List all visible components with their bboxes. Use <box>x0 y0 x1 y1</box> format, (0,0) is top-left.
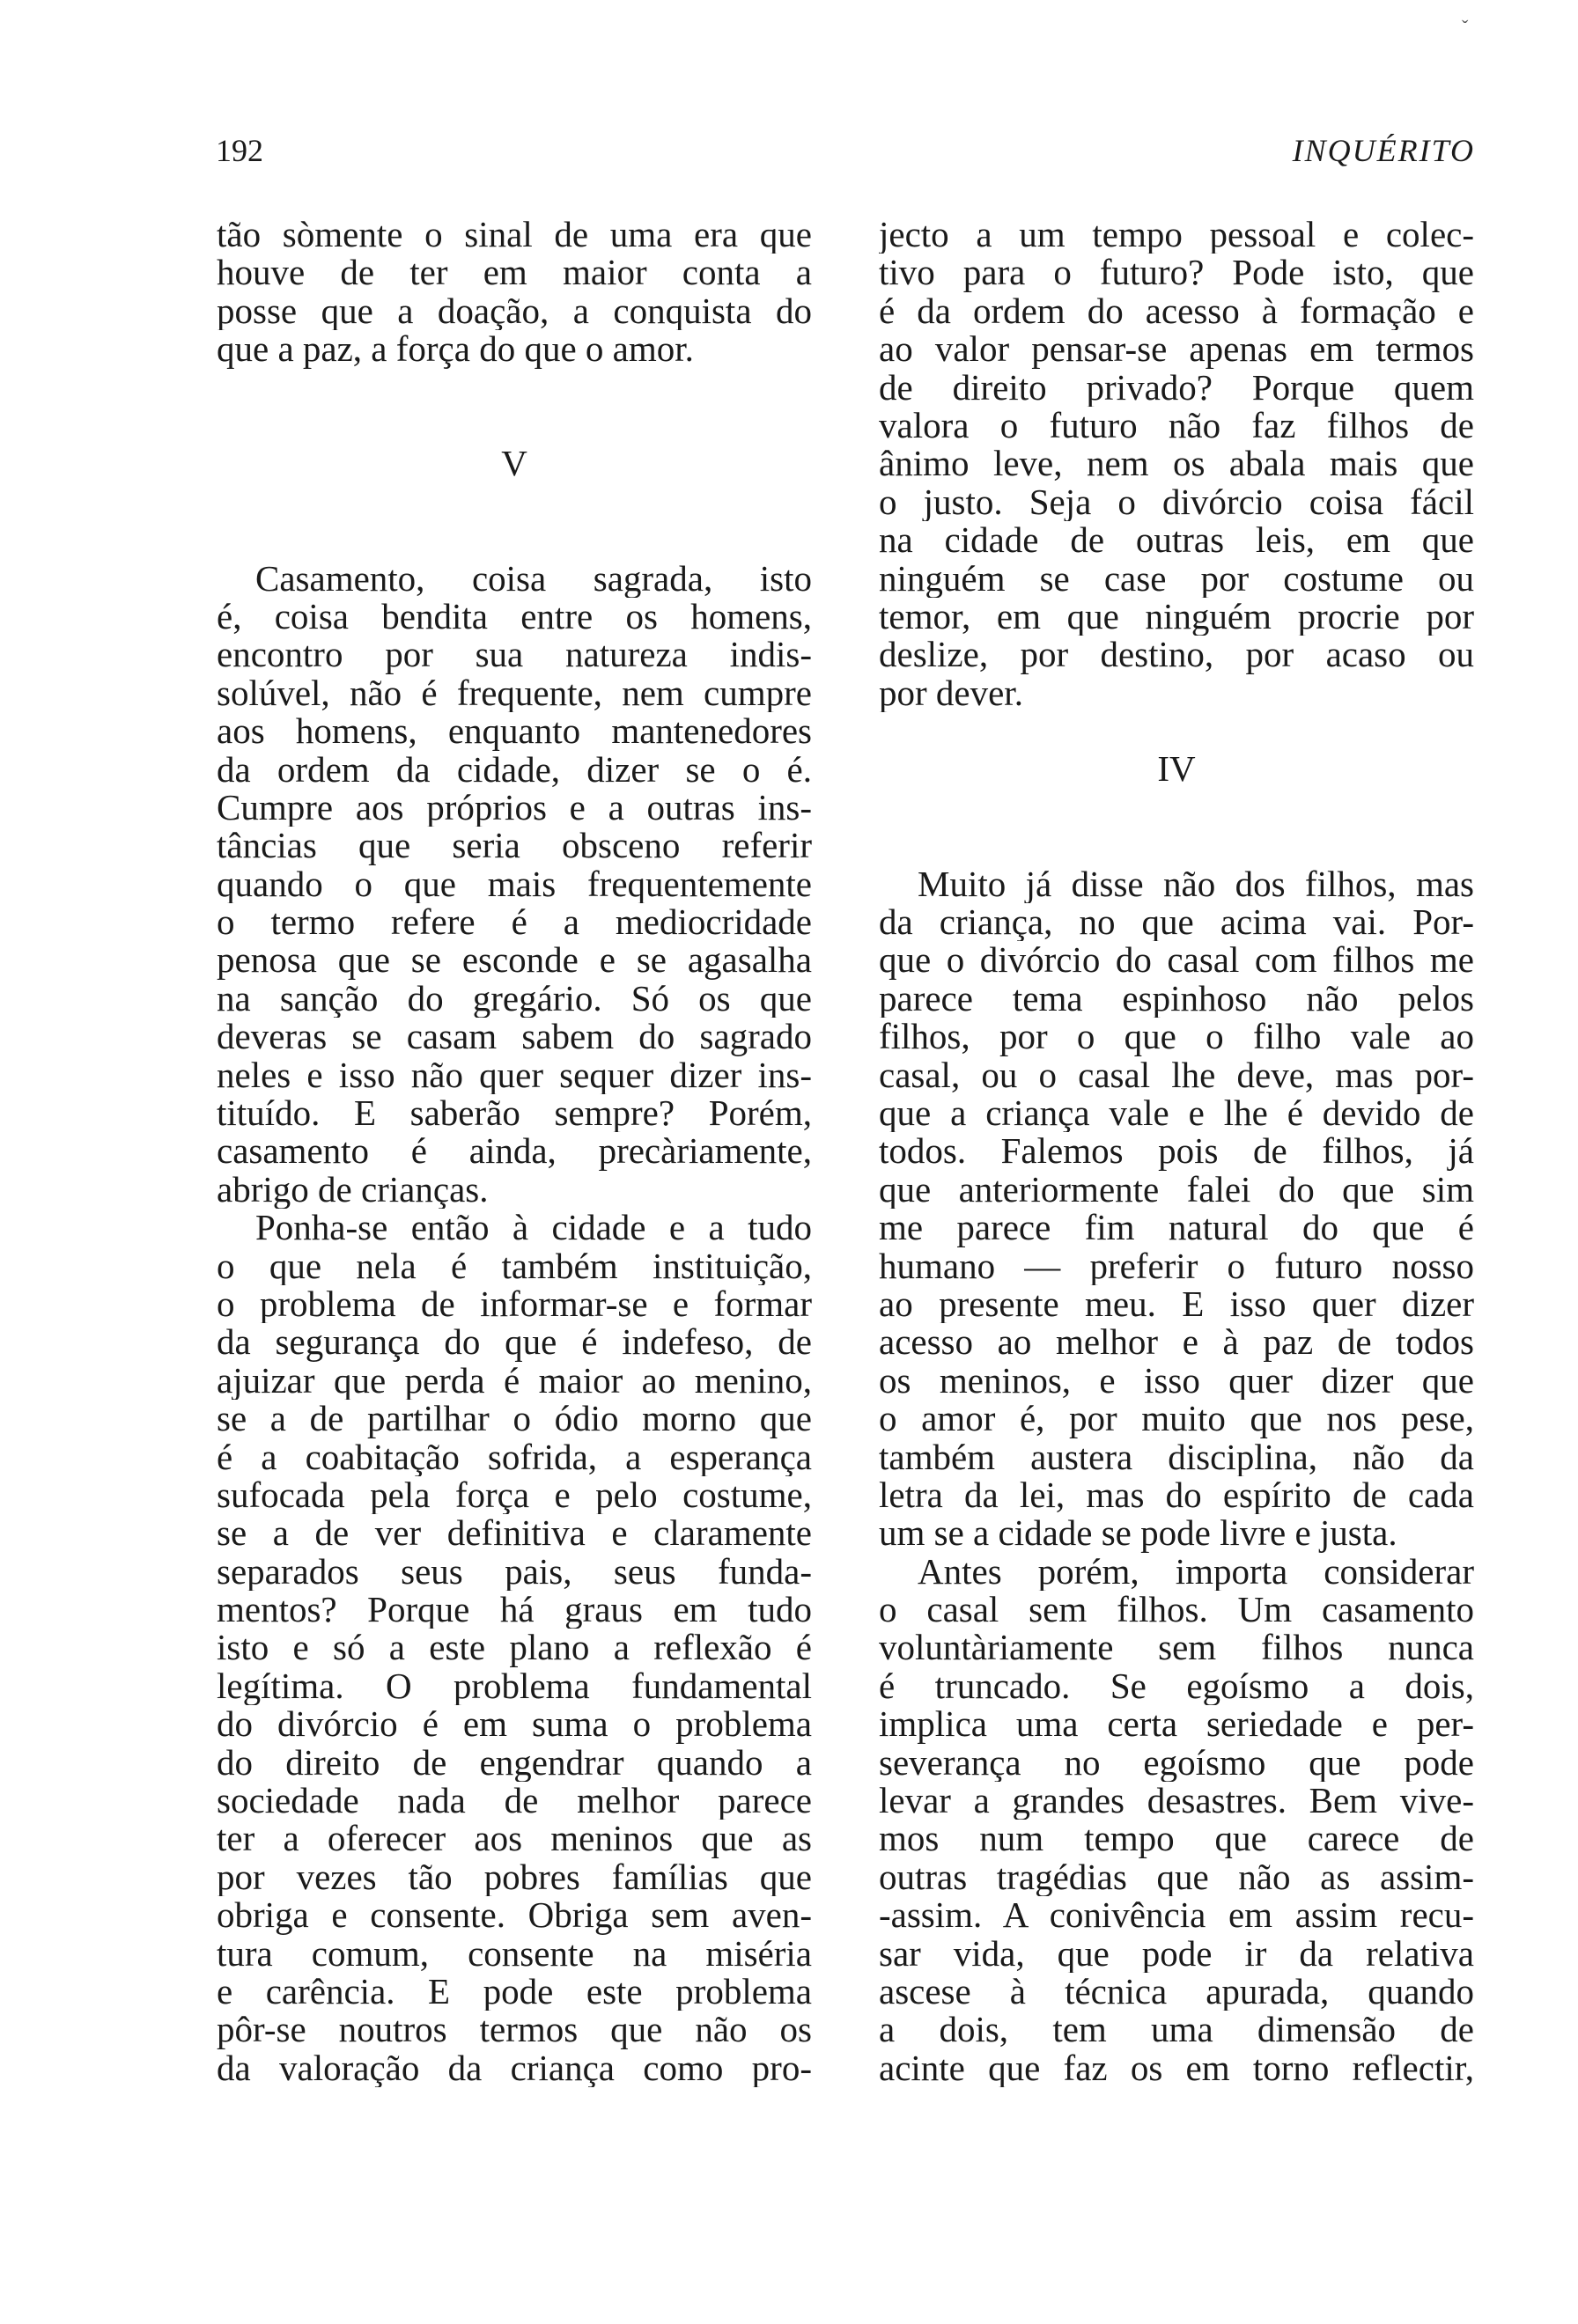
text-line: ao presente meu. E isso quer dizer <box>879 1284 1474 1324</box>
text-line: que a criança vale e lhe é devido de <box>879 1094 1474 1133</box>
text-line: é truncado. Se egoísmo a dois, <box>879 1666 1474 1706</box>
text-line: quando o que mais frequentemente <box>217 864 812 904</box>
text-line: Ponha-se então à cidade e a tudo <box>255 1209 812 1247</box>
text-line: acesso ao melhor e à paz de todos <box>879 1323 1474 1362</box>
text-line: Muito já disse não dos filhos, mas <box>918 864 1474 904</box>
left-column <box>217 216 812 2087</box>
text-line: legítima. O problema fundamental <box>217 1666 812 1706</box>
text-line: acinte que faz os em torno reflectir, <box>879 2048 1474 2088</box>
text-line: penosa que se esconde e se agasalha <box>217 941 812 980</box>
section-heading: V <box>501 443 527 484</box>
text-line: deveras se casam sabem do sagrado <box>217 1018 812 1056</box>
text-line: o amor é, por muito que nos pese, <box>879 1400 1474 1438</box>
text-line: o problema de informar-se e formar <box>217 1284 812 1324</box>
text-line: de direito privado? Porque quem <box>879 368 1474 407</box>
text-line: todos. Falemos pois de filhos, já <box>879 1132 1474 1171</box>
text-line: casal, ou o casal lhe deve, mas por- <box>879 1055 1474 1094</box>
text-line: solúvel, não é frequente, nem cumpre <box>217 673 812 713</box>
text-line: ânimo leve, nem os abala mais que <box>879 445 1474 483</box>
scan-mark: ˇ <box>1462 16 1469 38</box>
text-line: voluntàriamente sem filhos nunca <box>879 1629 1474 1667</box>
text-line: se a de ver definitiva e claramente <box>217 1514 812 1553</box>
text-line: é, coisa bendita entre os homens, <box>217 597 812 636</box>
text-line: o casal sem filhos. Um casamento <box>879 1591 1474 1629</box>
text-line: tão sòmente o sinal de uma era que <box>217 216 812 254</box>
text-line: que a paz, a força do que o amor. <box>217 330 694 369</box>
paragraph <box>879 1553 1474 2087</box>
running-head <box>216 132 1475 173</box>
section-heading: IV <box>1157 748 1196 790</box>
text-line: tivo para o futuro? Pode isto, que <box>879 254 1474 292</box>
text-line: ascese à técnica apurada, quando <box>879 1972 1474 2011</box>
text-line: por dever. <box>879 673 1023 713</box>
text-line: Antes porém, importa considerar <box>918 1552 1474 1592</box>
paragraph <box>879 865 1474 1553</box>
text-line: houve de ter em maior conta a <box>217 254 812 292</box>
text-line: letra da lei, mas do espírito de cada <box>879 1475 1474 1515</box>
text-line: a dois, tem uma dimensão de <box>879 2011 1474 2049</box>
text-line: mentos? Porque há graus em tudo <box>217 1591 812 1629</box>
text-line: isto e só a este plano a reflexão é <box>217 1629 812 1667</box>
text-line: humano — preferir o futuro nosso <box>879 1247 1474 1285</box>
text-line: mos num tempo que carece de <box>879 1820 1474 1858</box>
text-line: sociedade nada de melhor parece <box>217 1782 812 1820</box>
text-line: pôr-se noutros termos que não os <box>217 2011 812 2049</box>
text-line: os meninos, e isso quer dizer que <box>879 1361 1474 1401</box>
text-line: casamento é ainda, precàriamente, <box>217 1132 812 1171</box>
text-line: da valoração da criança como pro- <box>217 2048 812 2088</box>
text-line: outras tragédias que não as assim- <box>879 1857 1474 1897</box>
text-line: na sanção do gregário. Só os que <box>217 979 812 1019</box>
text-line: sar vida, que pode ir da relativa <box>879 1934 1474 1973</box>
text-line: temor, em que ninguém procrie por <box>879 597 1474 636</box>
text-line: neles e isso não quer sequer dizer ins- <box>217 1055 812 1095</box>
paragraph <box>217 560 812 1210</box>
text-line: ajuizar que perda é maior ao menino, <box>217 1361 812 1401</box>
right-column <box>879 216 1474 2087</box>
text-line: obriga e consente. Obriga sem aven- <box>217 1896 812 1935</box>
text-line: e carência. E pode este problema <box>217 1973 812 2011</box>
text-line: que o divórcio do casal com filhos me <box>879 941 1474 980</box>
running-title: INQUÉRITO <box>1292 133 1475 168</box>
text-line: um se a cidade se pode livre e justa. <box>879 1514 1397 1553</box>
text-line: severança no egoísmo que pode <box>879 1743 1474 1783</box>
text-line: é da ordem do acesso à formação e <box>879 291 1474 331</box>
text-line: que anteriormente falei do que sim <box>879 1170 1474 1210</box>
text-line: tura comum, consente na miséria <box>217 1934 812 1973</box>
paragraph <box>879 216 1474 712</box>
text-line: jecto a um tempo pessoal e colec- <box>879 216 1474 254</box>
text-line: do divórcio é em suma o problema <box>217 1705 812 1744</box>
text-line: ter a oferecer aos meninos que as <box>217 1820 812 1858</box>
text-line: Casamento, coisa sagrada, isto <box>255 559 812 598</box>
text-line: implica uma certa seriedade e per- <box>879 1705 1474 1744</box>
text-line: ninguém se case por costume ou <box>879 559 1474 598</box>
text-line: o que nela é também instituição, <box>217 1247 812 1285</box>
text-line: -assim. A conivência em assim recu- <box>879 1896 1474 1935</box>
paragraph <box>217 216 812 369</box>
text-line: posse que a doação, a conquista do <box>217 291 812 331</box>
text-line: levar a grandes desastres. Bem vive- <box>879 1782 1474 1820</box>
text-line: tâncias que seria obsceno referir <box>217 827 812 865</box>
text-line: deslize, por destino, por acaso ou <box>879 636 1474 674</box>
text-line: se a de partilhar o ódio morno que <box>217 1400 812 1438</box>
text-line: valora o futuro não faz filhos de <box>879 406 1474 445</box>
text-line: Cumpre aos próprios e a outras ins- <box>217 788 812 827</box>
page-number: 192 <box>216 133 263 168</box>
text-line: é a coabitação sofrida, a esperança <box>217 1438 812 1476</box>
text-line: filhos, por o que o filho vale ao <box>879 1018 1474 1056</box>
text-line: me parece fim natural do que é <box>879 1209 1474 1247</box>
text-line: o termo refere é a mediocridade <box>217 903 812 942</box>
text-line: o justo. Seja o divórcio coisa fácil <box>879 482 1474 522</box>
text-line: da segurança do que é indefeso, de <box>217 1323 812 1362</box>
paragraph <box>217 1209 812 2087</box>
text-line: também austera disciplina, não da <box>879 1438 1474 1476</box>
text-line: por vezes tão pobres famílias que <box>217 1857 812 1897</box>
text-line: tituído. E saberão sempre? Porém, <box>217 1094 812 1133</box>
text-line: sufocada pela força e pelo costume, <box>217 1475 812 1515</box>
text-line: aos homens, enquanto mantenedores <box>217 712 812 751</box>
text-line: separados seus pais, seus funda- <box>217 1552 812 1592</box>
text-line: abrigo de crianças. <box>217 1170 489 1210</box>
text-line: da criança, no que acima vai. Por- <box>879 903 1474 942</box>
text-line: encontro por sua natureza indis- <box>217 636 812 674</box>
text-line: ao valor pensar-se apenas em termos <box>879 330 1474 369</box>
text-line: da ordem da cidade, dizer se o é. <box>217 750 812 789</box>
text-line: do direito de engendrar quando a <box>217 1743 812 1783</box>
text-line: na cidade de outras leis, em que <box>879 521 1474 560</box>
text-line: parece tema espinhoso não pelos <box>879 979 1474 1019</box>
